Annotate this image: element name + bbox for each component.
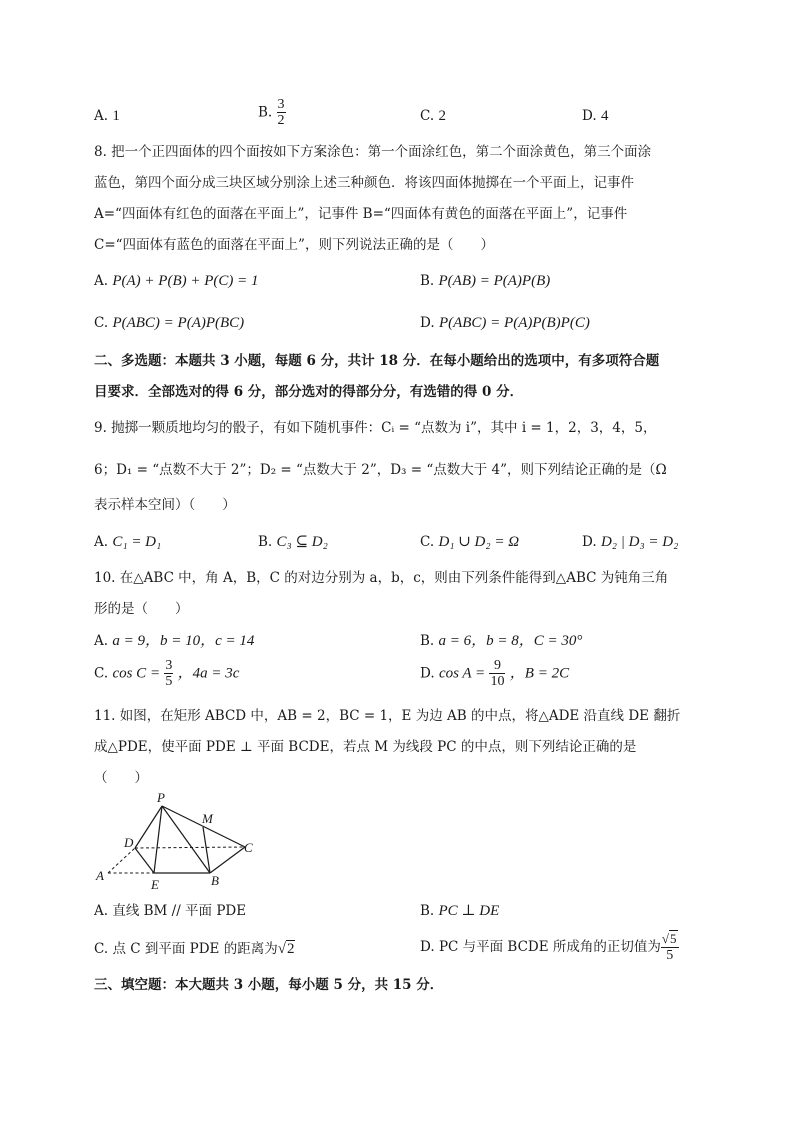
q8-option-d bbox=[420, 313, 590, 333]
formula-part: cos C = bbox=[112, 665, 161, 682]
q8-option-a bbox=[94, 271, 259, 291]
denominator: 2 bbox=[277, 113, 285, 128]
q7-option-b bbox=[258, 97, 286, 128]
q10-stem-line-1: 10. 在△ABC 中，角 A，B，C 的对边分别为 a，b，c，则由下列条件能得到△ABC 为钝角三角 bbox=[94, 570, 669, 586]
section-2-heading-line-2: 目要求．全部选对的得 6 分，部分选对的得部分分，有选错的得 0 分． bbox=[94, 384, 524, 400]
q8-option-b bbox=[420, 271, 550, 291]
option-formula: D₁ ∪ D₂ = Ω bbox=[438, 534, 520, 550]
fraction bbox=[489, 658, 505, 689]
radicand: 2 bbox=[286, 941, 295, 957]
option-label: A. bbox=[94, 534, 109, 550]
option-label: C. bbox=[420, 108, 435, 124]
edge-ad bbox=[108, 848, 135, 873]
fraction bbox=[277, 97, 286, 128]
option-formula: a = 9，b = 10，c = 14 bbox=[112, 633, 255, 649]
fraction bbox=[164, 658, 173, 689]
figure-edges bbox=[135, 806, 245, 873]
option-text: 点 C 到平面 PDE 的距离为 bbox=[112, 941, 278, 957]
edge-dc bbox=[135, 847, 245, 848]
option-label: A. bbox=[94, 273, 109, 289]
q11-option-a bbox=[94, 901, 246, 921]
section-2-heading-line-1: 二、多选题：本题共 3 小题，每题 6 分，共计 18 分．在每小题给出的选项中，有多项符合题 bbox=[94, 353, 660, 369]
fraction bbox=[661, 931, 679, 963]
numerator: 3 bbox=[165, 658, 173, 673]
label-e: E bbox=[151, 877, 159, 892]
label-b: B bbox=[211, 873, 219, 888]
q9-stem-line-3: 表示样本空间）（ ） bbox=[94, 497, 236, 513]
q7-option-c bbox=[420, 106, 446, 126]
formula-part: ，4a = 3c bbox=[177, 665, 240, 682]
q8-stem-line-2: 蓝色，第四个面分成三块区域分别涂上述三种颜色．将该四面体抛掷在一个平面上，记事件 bbox=[94, 175, 634, 191]
edge-de bbox=[135, 848, 154, 873]
numerator bbox=[661, 931, 679, 948]
option-label: B. bbox=[258, 104, 273, 121]
option-label: D. bbox=[420, 665, 435, 682]
q11-stem-line-1: 11. 如图，在矩形 ABCD 中，AB = 2，BC = 1，E 为边 AB 的中点，将△ADE 沿直线 DE 翻折 bbox=[94, 708, 681, 724]
q9-stem-line-1: 9. 抛掷一颗质地均匀的骰子，有如下随机事件：Cᵢ = “点数为 i”，其中 i = 1，2，3，4，5， bbox=[94, 420, 657, 436]
numerator: 3 bbox=[277, 97, 285, 112]
option-label: B. bbox=[420, 633, 435, 649]
q7-option-a bbox=[94, 106, 120, 126]
label-d: D bbox=[124, 835, 134, 850]
q7-option-d bbox=[582, 106, 608, 126]
option-text: PC 与平面 BCDE 所成角的正切值为 bbox=[438, 939, 661, 955]
option-formula: P(ABC) = P(A)P(BC) bbox=[112, 315, 245, 331]
option-label: D. bbox=[420, 315, 435, 331]
q10-option-d bbox=[420, 658, 569, 689]
option-label: D. bbox=[582, 108, 597, 124]
q10-stem-line-2: 形的是（ ） bbox=[94, 601, 189, 617]
q10-option-a bbox=[94, 631, 254, 651]
denominator: 5 bbox=[666, 948, 674, 963]
option-label: A. bbox=[94, 108, 109, 124]
option-value: 2 bbox=[438, 108, 446, 124]
q11-option-c bbox=[94, 939, 295, 959]
section-3-heading: 三、填空题：本大题共 3 小题，每小题 5 分，共 15 分． bbox=[94, 977, 444, 993]
q11-option-b bbox=[420, 901, 499, 921]
option-value: 4 bbox=[600, 108, 609, 124]
q9-option-c bbox=[420, 532, 519, 552]
q9-stem-line-2: 6；D₁ = “点数不大于 2”；D₂ = “点数大于 2”，D₃ = “点数大于 4”，则下列结论正确的是（Ω bbox=[94, 462, 667, 478]
option-value: 1 bbox=[112, 108, 120, 124]
option-label: A. bbox=[94, 903, 109, 919]
denominator: 5 bbox=[165, 674, 173, 689]
sqrt-expression: √2 bbox=[277, 941, 295, 957]
option-formula: P(A) + P(B) + P(C) = 1 bbox=[112, 273, 259, 289]
q10-option-c bbox=[94, 658, 239, 689]
q8-stem-line-3: A=“四面体有红色的面落在平面上”，记事件 B=“四面体有黄色的面落在平面上”，记事件 bbox=[94, 206, 628, 222]
option-formula: PC ⊥ DE bbox=[438, 903, 500, 919]
q8-stem-line-1: 8. 把一个正四面体的四个面按如下方案涂色：第一个面涂红色，第二个面涂黄色，第三个面涂 bbox=[94, 144, 652, 160]
option-text: 直线 BM // 平面 PDE bbox=[112, 903, 247, 919]
option-label: B. bbox=[258, 534, 273, 550]
formula-part: ，B = 2C bbox=[509, 665, 570, 682]
label-c: C bbox=[244, 840, 253, 855]
q11-stem-line-2: 成△PDE，使平面 PDE ⊥ 平面 BCDE，若点 M 为线段 PC 的中点，则下列结论正确的是 bbox=[94, 739, 637, 755]
option-label: A. bbox=[94, 633, 109, 649]
q9-option-d bbox=[582, 532, 678, 552]
option-label: B. bbox=[420, 273, 435, 289]
q11-option-d bbox=[420, 931, 679, 963]
q8-stem-line-4: C=“四面体有蓝色的面落在平面上”，则下列说法正确的是（ ） bbox=[94, 237, 494, 253]
numerator: 9 bbox=[489, 658, 505, 674]
sqrt-expression: √5 bbox=[661, 931, 677, 946]
figure-dashed-edges bbox=[108, 847, 245, 873]
option-formula: C₃ ⊆ D₂ bbox=[276, 534, 328, 550]
option-formula: C₁ = D₁ bbox=[112, 534, 162, 550]
option-label: C. bbox=[94, 665, 109, 682]
edge-bm bbox=[203, 827, 210, 873]
label-p: P bbox=[157, 790, 165, 805]
option-label: D. bbox=[582, 534, 597, 550]
label-a: A bbox=[96, 868, 104, 883]
q8-option-c bbox=[94, 313, 244, 333]
q11-figure bbox=[90, 790, 270, 900]
q11-stem-line-3: （ ） bbox=[94, 770, 148, 786]
option-label: B. bbox=[420, 903, 435, 919]
option-formula: a = 6，b = 8，C = 30° bbox=[438, 633, 583, 649]
q9-option-b bbox=[258, 532, 328, 552]
radicand: 5 bbox=[670, 931, 677, 946]
option-label: C. bbox=[420, 534, 435, 550]
edge-bc bbox=[210, 847, 245, 873]
option-formula: D₂ | D₃ = D₂ bbox=[600, 534, 679, 550]
option-formula: P(ABC) = P(A)P(B)P(C) bbox=[438, 315, 590, 331]
q10-option-b bbox=[420, 631, 582, 651]
q9-option-a bbox=[94, 532, 161, 552]
option-label: C. bbox=[94, 941, 109, 957]
option-formula: P(AB) = P(A)P(B) bbox=[438, 273, 551, 289]
label-m: M bbox=[202, 811, 213, 826]
option-label: D. bbox=[420, 939, 435, 955]
formula-part: cos A = bbox=[438, 665, 486, 682]
denominator: 10 bbox=[490, 674, 505, 689]
option-label: C. bbox=[94, 315, 109, 331]
